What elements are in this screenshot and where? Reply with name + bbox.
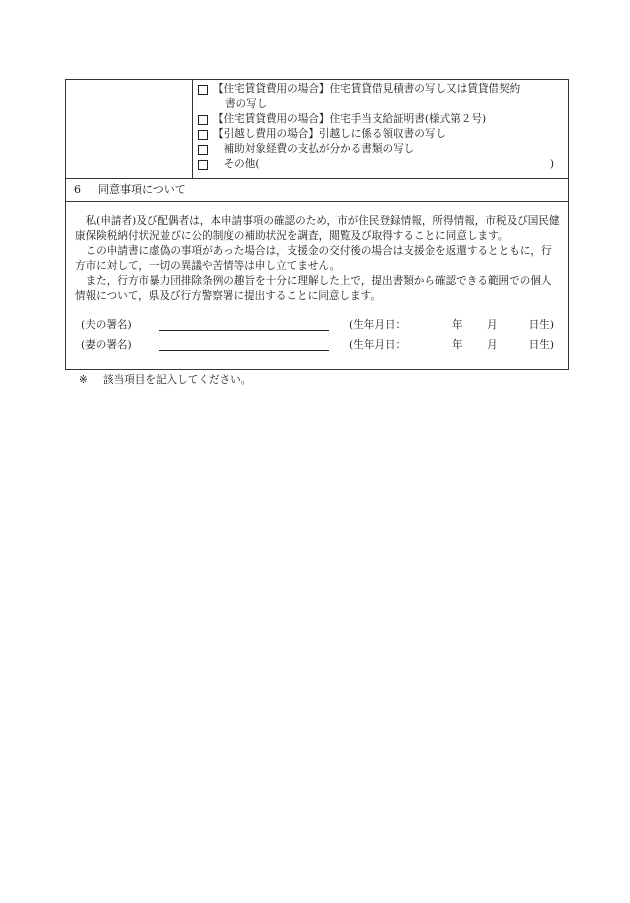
wife-signature-row xyxy=(75,335,560,355)
wife-signature-field[interactable] xyxy=(159,336,329,351)
document-label: 【住宅賃貸費用の場合】住宅賃貸借見積書の写し又は賃貸借契約 xyxy=(213,83,521,95)
section-number: 6 xyxy=(74,183,81,196)
section-title: 同意事項について xyxy=(98,183,186,196)
husband-signature-row xyxy=(75,315,560,335)
checkbox-rent-estimate[interactable] xyxy=(198,85,208,95)
birthdate-month: 月 xyxy=(487,339,498,351)
attached-documents-list xyxy=(193,80,568,178)
husband-signature-field[interactable] xyxy=(159,316,329,331)
document-item-housing-allowance xyxy=(197,112,568,127)
wife-birthdate xyxy=(349,335,554,355)
section-6-header xyxy=(66,179,569,202)
document-item-other xyxy=(197,157,568,172)
husband-signature-label: (夫の署名) xyxy=(81,319,132,331)
birthdate-label: (生年月日： xyxy=(349,339,407,351)
birthdate-year: 年 xyxy=(452,339,463,351)
birthdate-month: 月 xyxy=(487,319,498,331)
wife-signature-label: (妻の署名) xyxy=(81,339,132,351)
footnote-text: 該当項目を記入してください。 xyxy=(103,374,252,386)
other-close-paren: ) xyxy=(549,158,554,170)
consent-paragraph-2: この申請書に虚偽の事項があった場合は，支援金の交付後の場合は支援金を返還するとともに，行方市に対して，一切の異議や苦情等は申し立てません。 xyxy=(75,245,552,272)
attached-documents-cell xyxy=(193,80,569,179)
checkbox-housing-allowance[interactable] xyxy=(198,115,208,125)
husband-birthdate xyxy=(349,315,554,335)
consent-paragraph-3: また，行方市暴力団排除条例の趣旨を十分に理解した上で，提出書類から確認できる範囲での個人情報について，県及び行方警察署に提出することに同意します。 xyxy=(75,275,552,302)
signature-block xyxy=(75,315,560,355)
section-6-header-row xyxy=(66,179,569,202)
checkbox-other[interactable] xyxy=(198,160,208,170)
birthdate-day: 日生) xyxy=(528,319,554,331)
document-label: 【引越し費用の場合】引越しに係る領収書の写し xyxy=(213,128,447,140)
consent-row xyxy=(66,202,569,370)
document-label-continued: 書の写し xyxy=(225,98,268,110)
document-item-moving-receipt xyxy=(197,127,568,142)
attached-documents-row xyxy=(66,80,569,179)
consent-cell xyxy=(66,202,569,370)
footnote-mark: ※ xyxy=(79,374,88,386)
checkbox-payment-proof[interactable] xyxy=(198,145,208,155)
application-form-page xyxy=(65,79,568,387)
document-label: 補助対象経費の支払が分かる書類の写し xyxy=(213,143,415,155)
birthdate-label: (生年月日： xyxy=(349,319,407,331)
attached-documents-label-cell xyxy=(66,80,193,179)
document-item-rent-estimate xyxy=(197,82,568,112)
form-table xyxy=(65,79,569,370)
document-item-payment-proof xyxy=(197,142,568,157)
checkbox-moving-receipt[interactable] xyxy=(198,130,208,140)
document-label: 【住宅賃貸費用の場合】住宅手当支給証明書(様式第２号) xyxy=(213,113,487,125)
birthdate-year: 年 xyxy=(452,319,463,331)
other-label: その他( xyxy=(213,158,260,170)
consent-paragraph-1: 私(申請者)及び配偶者は，本申請事項の確認のため，市が住民登録情報，所得情報，市税及び国民健康保険税納付状況並びに公的制度の補助状況を調査，閲覧及び取得することに同意します。 xyxy=(75,215,560,242)
footnote xyxy=(65,373,568,387)
birthdate-day: 日生) xyxy=(528,339,554,351)
